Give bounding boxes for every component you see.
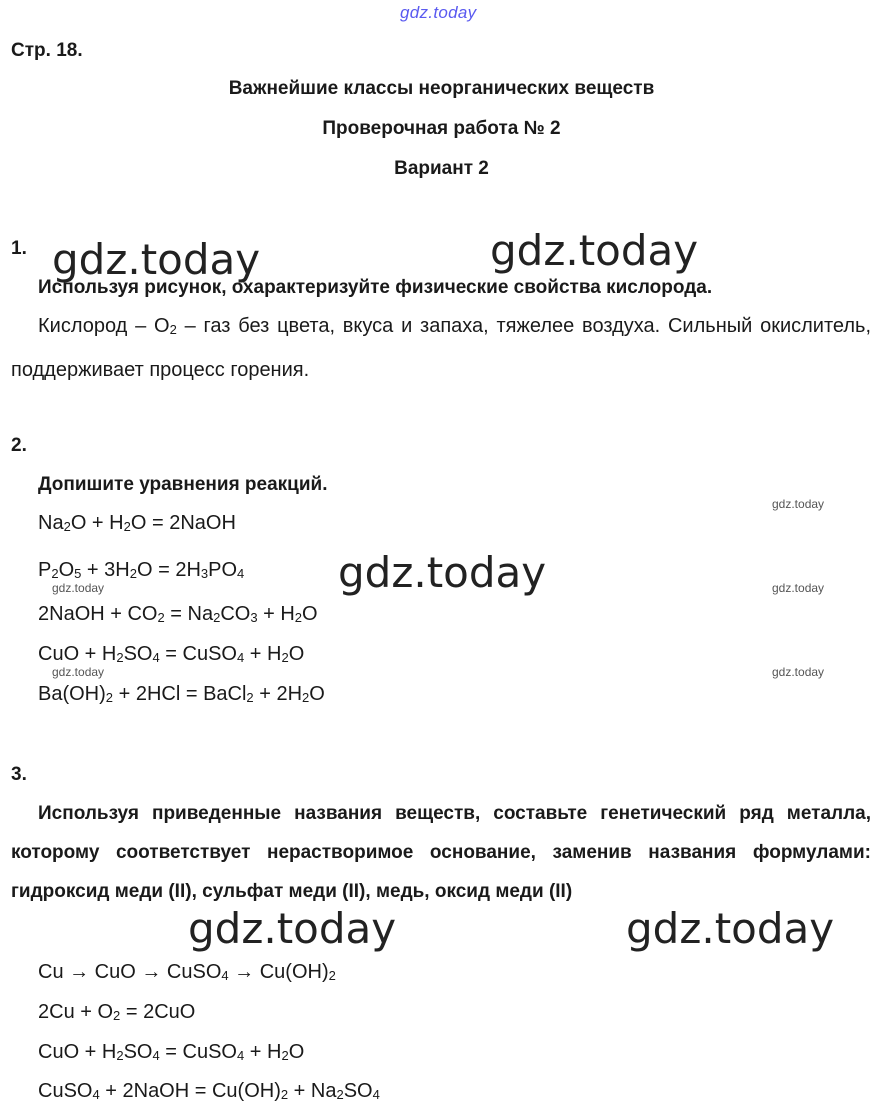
equation-line: $Na_2O + H_2O$ = 2NaOH — [38, 512, 236, 534]
page-title: Важнейшие классы неорганических веществ — [228, 78, 655, 99]
watermark-large: gdz.today — [626, 904, 835, 953]
watermark-large: gdz.today — [188, 904, 397, 953]
watermark-large: gdz.today — [490, 226, 699, 275]
page-reference: Стр. 18. — [11, 40, 83, 61]
question-3-task: Используя приведенные названия веществ, составьте генетический ряд металла, которому соответствует нерастворимое основание, заменив названия формулами: гидроксид меди (II), сульфат меди (II), медь, оксид меди (II) — [11, 803, 871, 902]
header-watermark: gdz.today — [400, 3, 477, 22]
equation-line: CuSO$_4$ + 2NaOH = $Cu(OH)_2 + Na_2SO_4$ — [38, 1080, 380, 1102]
question-1-task: Используя рисунок, охарактеризуйте физические свойства кислорода. — [38, 277, 713, 298]
watermark-small: gdz.today — [52, 581, 105, 595]
question-2-task: Допишите уравнения реакций. — [38, 474, 328, 495]
equation-line: CuO + $H_2SO_4$ = CuSO$_4$ + $H_2O$ — [38, 643, 305, 665]
equation-line: 2NaOH + $CO_2 = Na_2CO_3 + H_2O$ — [38, 603, 318, 625]
question-3-number: 3. — [11, 764, 27, 785]
question-1-answer: Кислород – $O_2$ – газ без цвета, вкуса и запаха, тяжелее воздуха. Сильный окислитель, поддерживает процесс горения. — [11, 315, 872, 381]
watermark-small: gdz.today — [772, 581, 825, 595]
equation-line: CuO + $H_2SO_4$ = CuSO$_4$ + $H_2O$ — [38, 1041, 305, 1063]
work-title: Проверочная работа № 2 — [322, 118, 561, 139]
watermark-small: gdz.today — [52, 665, 105, 679]
equation-line: Cu → CuO → CuSO$_4$ → $Cu(OH)_2$ — [38, 961, 336, 983]
watermark-small: gdz.today — [772, 665, 825, 679]
equation-line: $2Cu + O_2 = 2CuO$ — [38, 1001, 196, 1023]
watermark-small: gdz.today — [772, 497, 825, 511]
watermark-large: gdz.today — [52, 235, 261, 284]
equation-line: $P_2O_5 + 3H_2O = 2H_3PO_4$ — [38, 559, 245, 581]
question-1-number: 1. — [11, 238, 27, 259]
question-2-number: 2. — [11, 435, 27, 456]
equation-line: $Ba(OH)_2 + 2HCl$ = BaCl$_2$ + $2H_2O$ — [38, 683, 325, 705]
variant-title: Вариант 2 — [394, 158, 489, 179]
watermark-large: gdz.today — [338, 548, 547, 597]
